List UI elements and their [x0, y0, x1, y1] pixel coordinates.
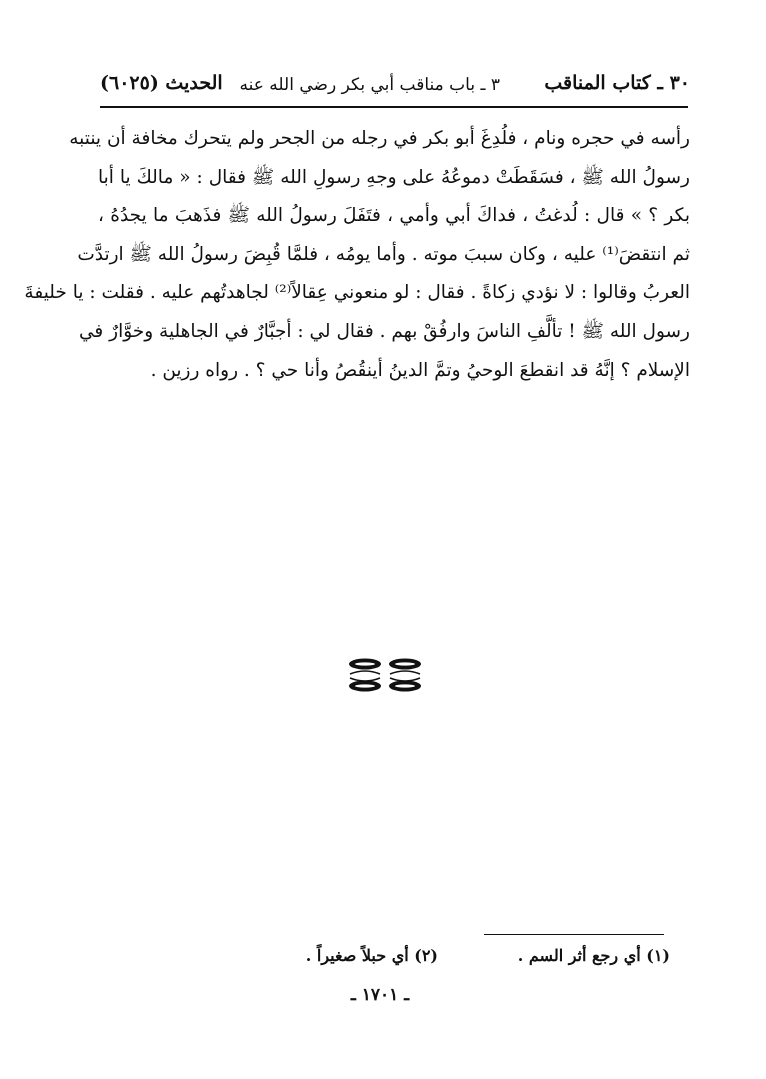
text-line: رسولُ الله ﷺ ، فسَقَطَتْ دموعُهُ على وجهِ رسولِ الله ﷺ فقال : « مالكَ يا أبا	[98, 166, 690, 188]
footnote-2: (٢) أي حبلاً صغيراً .	[305, 946, 438, 965]
footnote-rule	[484, 934, 664, 935]
section-ornament-icon	[346, 655, 424, 697]
footnotes	[290, 946, 670, 976]
page-number: ـ ١٧٠١ ـ	[350, 985, 410, 1005]
text-line: ثم انتقضَ⁽¹⁾ عليه ، وكان سببَ موته . وأما يومُه ، فلمَّا قُبِضَ رسولُ الله ﷺ ارتدَّت	[77, 243, 690, 265]
chapter-title: ٣٠ ـ كتاب المناقب	[544, 72, 690, 94]
section-title: ٣ ـ باب مناقب أبي بكر رضي الله عنه	[239, 75, 500, 95]
text-line: بكر ؟ » قال : لُدغتُ ، فداكَ أبي وأمي ، فتَفَلَ رسولُ الله ﷺ فذَهبَ ما يجدُهُ ،	[98, 205, 690, 227]
header-rule	[100, 106, 688, 108]
footnote-1: (١) أي رجع أثر السم .	[517, 946, 670, 965]
text-line: رأسه في حجره ونام ، فلُدِغَ أبو بكر في رجله من الجحر ولم يتحرك مخافة أن ينتبه	[69, 128, 690, 149]
running-header	[100, 70, 690, 104]
text-line: الإسلام ؟ إنَّهُ قد انقطعَ الوحيُ وتمَّ الدينُ أينقُصُ وأنا حي ؟ . رواه رزين .	[150, 359, 690, 381]
text-line: العربُ وقالوا : لا نؤدي زكاةً . فقال : لو منعوني عِقالاً⁽²⁾ لجاهدتُهم عليه . فقلت : يا خليفةَ	[24, 282, 690, 304]
hadith-number: الحديث (٦٠٢٥)	[100, 72, 223, 94]
text-line: رسول الله ﷺ ! تألَّفِ الناسَ وارفُقْ بهم . فقال لي : أجبَّارٌ في الجاهلية وخوَّارٌ في	[79, 320, 690, 342]
main-text	[24, 120, 690, 390]
